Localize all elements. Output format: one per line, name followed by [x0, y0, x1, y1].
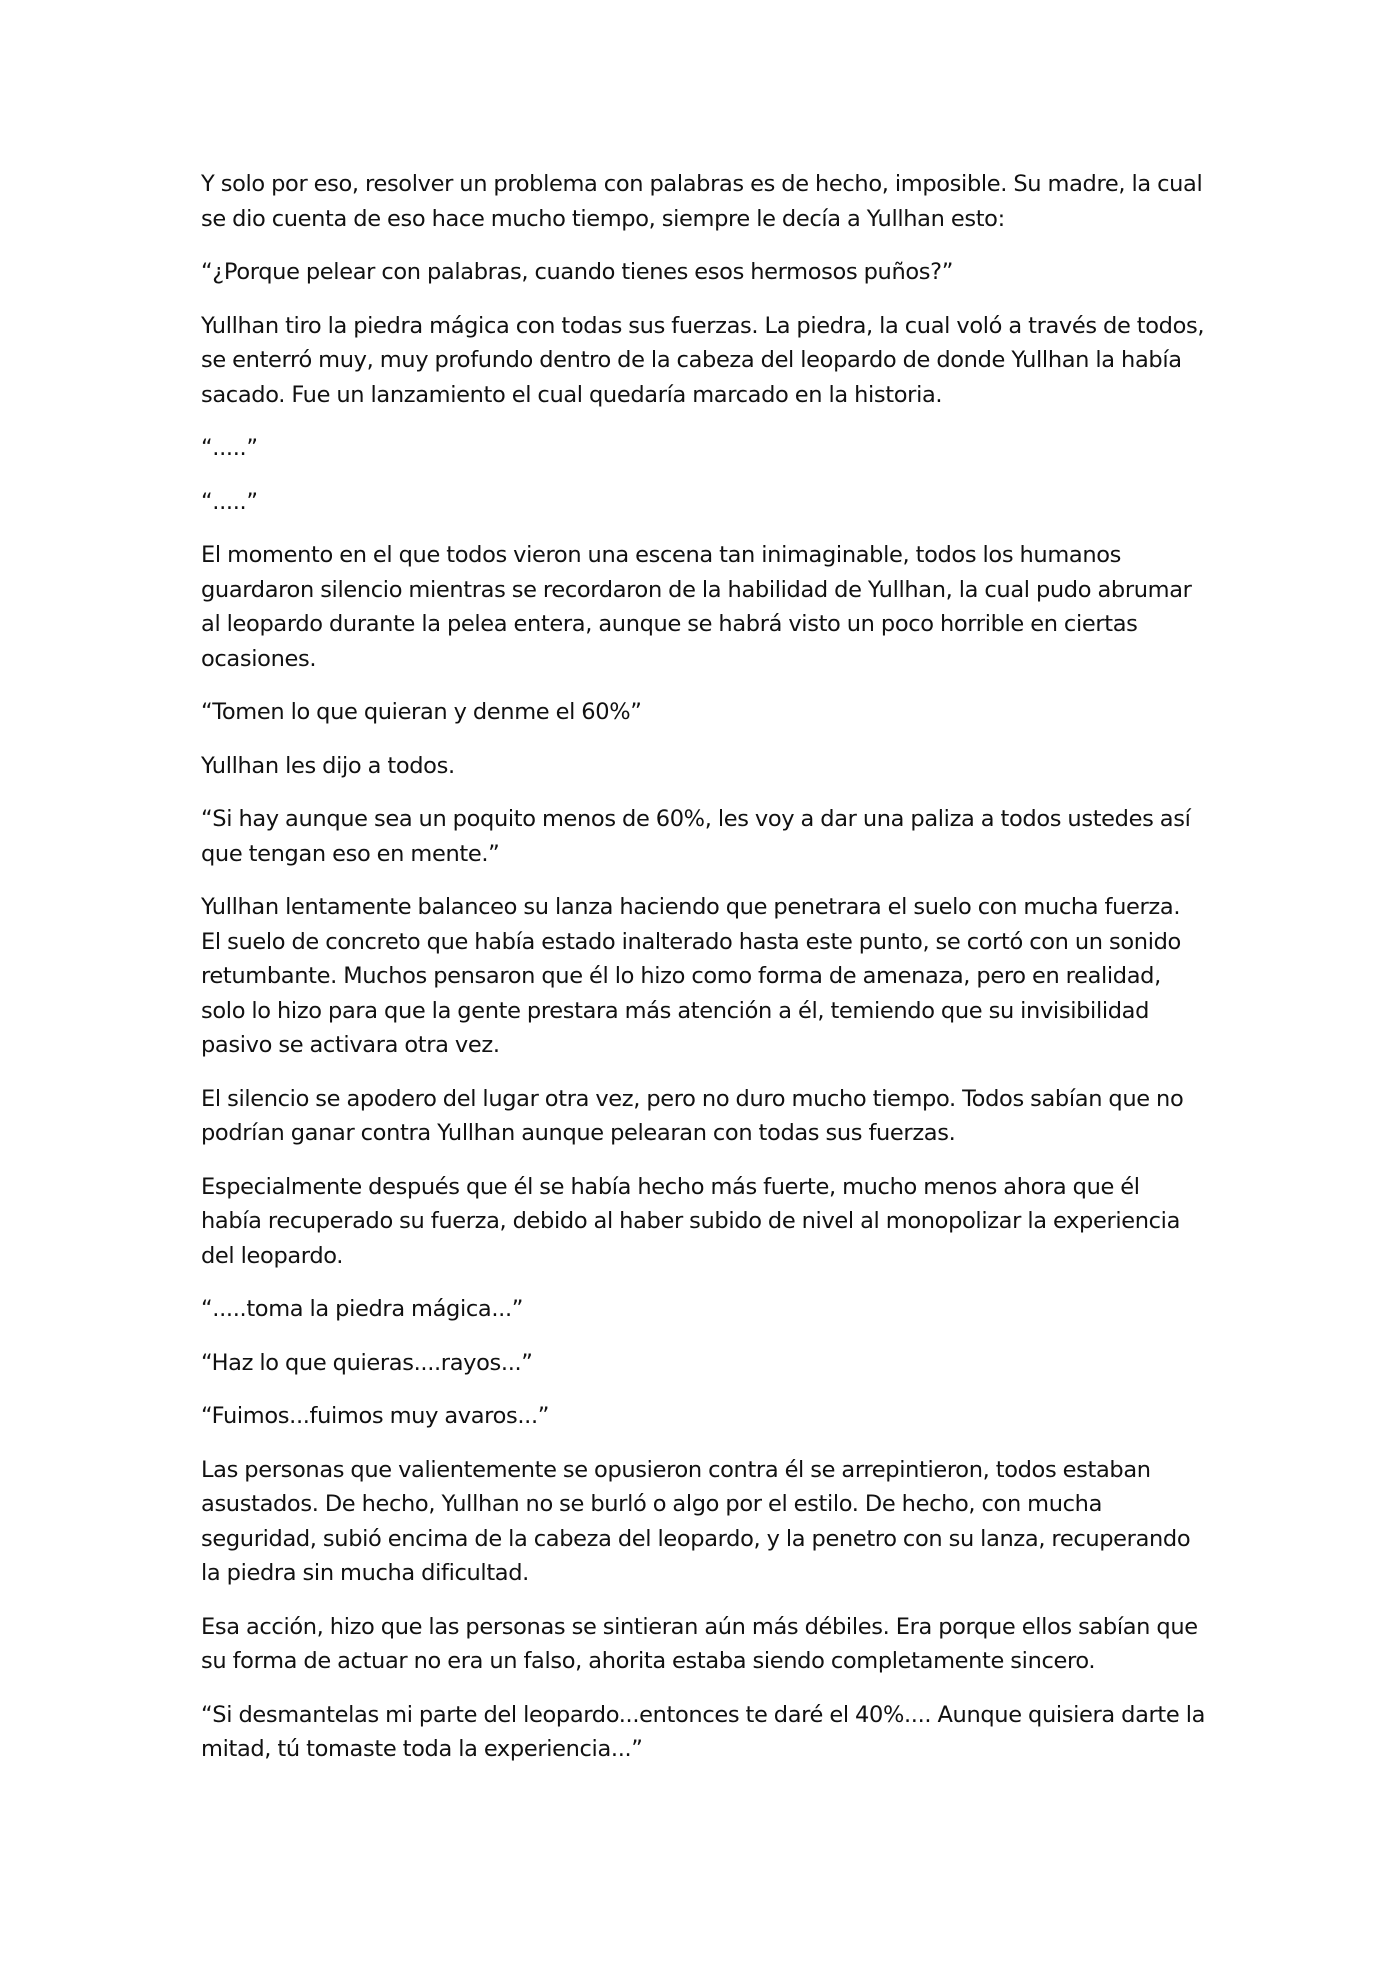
paragraph: “Si desmantelas mi parte del leopardo...entonces te daré el 40%.... Aunque quisiera darte la mitad, tú tomaste toda la experiencia...”	[201, 1701, 1206, 1762]
paragraph: Yullhan les dijo a todos.	[201, 752, 455, 779]
paragraph: Y solo por eso, resolver un problema con palabras es de hecho, imposible. Su madre, la cual se dio cuenta de eso hace mucho tiempo, siempre le decía a Yullhan esto:	[201, 171, 1203, 232]
paragraph: “¿Porque pelear con palabras, cuando tienes esos hermosos puños?”	[201, 259, 954, 285]
paragraph: Esa acción, hizo que las personas se sintieran aún más débiles. Era porque ellos sabían que su forma de actuar no era un falso, ahorita estaba siendo completamente sincero.	[201, 1613, 1198, 1674]
paragraph: Yullhan lentamente balanceo su lanza haciendo que penetrara el suelo con mucha fuerza. El suelo de concreto que había estado inalterado hasta este punto, se cortó con un sonido retumbante. Muchos pensaron que él lo hizo como forma de amenaza, pero en realidad, solo lo hizo para que la gente prestara más atención a él, temiendo que su invisibilidad pasivo se activara otra vez.	[201, 894, 1181, 1058]
paragraph: Las personas que valientemente se opusieron contra él se arrepintieron, todos estaban asustados. De hecho, Yullhan no se burló o algo por el estilo. De hecho, con mucha seguridad, subió encima de la cabeza del leopardo, y la penetro con su lanza, recuperando la piedra sin mucha dificultad.	[201, 1456, 1191, 1586]
paragraph: “.....”	[201, 435, 258, 461]
paragraph: El silencio se apodero del lugar otra vez, pero no duro mucho tiempo. Todos sabían que no podrían ganar contra Yullhan aunque pelearan con todas sus fuerzas.	[201, 1085, 1184, 1146]
paragraph: Yullhan tiro la piedra mágica con todas sus fuerzas. La piedra, la cual voló a través de todos, se enterró muy, muy profundo dentro de la cabeza del leopardo de donde Yullhan la había sacado. Fue un lanzamiento el cual quedaría marcado en la historia.	[201, 312, 1205, 408]
paragraph: Especialmente después que él se había hecho más fuerte, mucho menos ahora que él había recuperado su fuerza, debido al haber subido de nivel al monopolizar la experiencia del leopardo.	[201, 1173, 1181, 1269]
paragraph: “.....toma la piedra mágica...”	[201, 1296, 524, 1322]
paragraph: “Tomen lo que quieran y denme el 60%”	[201, 699, 642, 725]
paragraph: “Fuimos...fuimos muy avaros...”	[201, 1403, 550, 1429]
paragraph: “Si hay aunque sea un poquito menos de 60%, les voy a dar una paliza a todos ustedes así que tengan eso en mente.”	[201, 806, 1191, 867]
paragraph: “Haz lo que quieras....rayos...”	[201, 1349, 533, 1376]
document-body	[201, 167, 1206, 1786]
paragraph: “.....”	[201, 488, 258, 515]
paragraph: El momento en el que todos vieron una escena tan inimaginable, todos los humanos guardaron silencio mientras se recordaron de la habilidad de Yullhan, la cual pudo abrumar al leopardo durante la pelea entera, aunque se habrá visto un poco horrible en ciertas ocasiones.	[201, 542, 1192, 672]
